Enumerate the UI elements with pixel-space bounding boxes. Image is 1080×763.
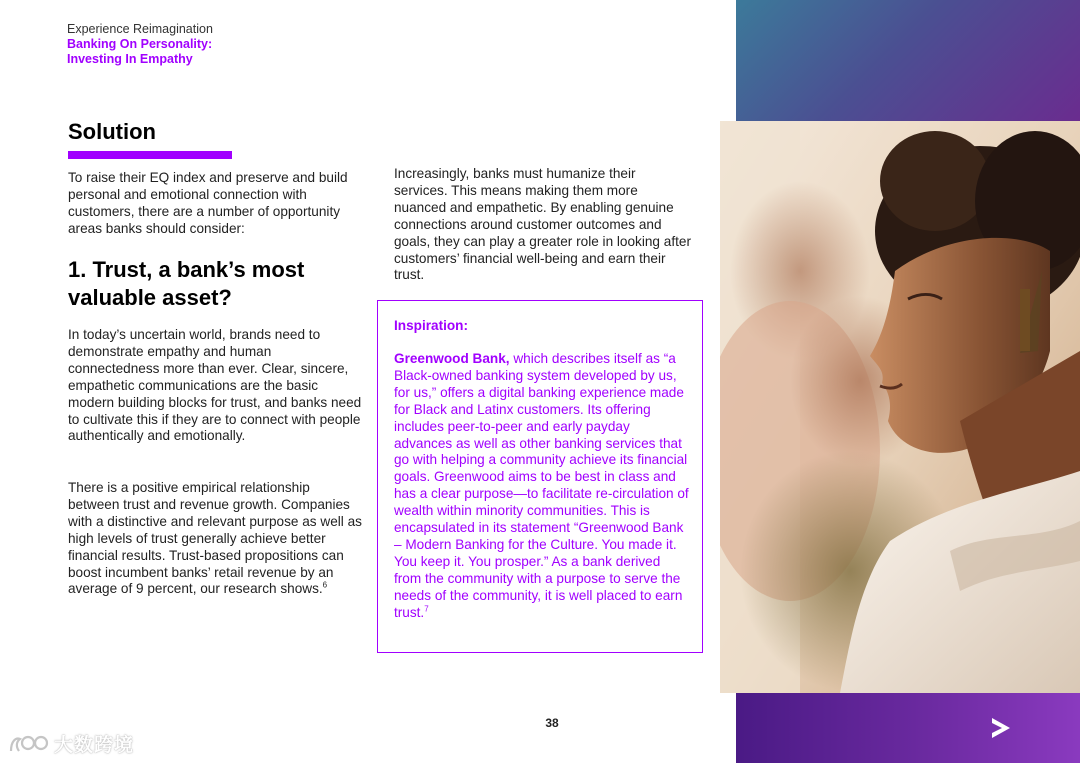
header-title-line1: Banking On Personality: [67, 37, 213, 51]
footnote-6: 6 [322, 580, 328, 590]
watermark-logo-icon [8, 733, 50, 755]
trust-paragraph-2-text: There is a positive empirical relationship between trust and revenue growth. Companies with a distinctive and relevant purpose as well as high levels of trust generally achieve better financial results. Trust-based propositions can boost incumbent banks’ retail revenue by an average of 9 percent, our research shows. [68, 480, 362, 597]
inspiration-label: Inspiration: [394, 318, 469, 333]
bottom-gradient-panel [736, 693, 1080, 763]
trust-paragraph-1: In today’s uncertain world, brands need to demonstrate empathy and human connectedness more than ever. Clear, sincere, empathetic communications are the basic modern building blocks for trust, and banks need to cultivate this if they are to connect with people authentically and emotionally. [68, 327, 362, 444]
watermark-text: 大数跨境 [54, 735, 135, 756]
woman-photo [720, 121, 1080, 693]
footnote-7: 7 [424, 604, 429, 614]
trust-paragraph-2 [68, 480, 364, 598]
trust-heading: 1. Trust, a bank’s most valuable asset? [68, 257, 305, 310]
header-publication: Experience Reimagination [67, 22, 213, 36]
title-underline [68, 151, 232, 159]
greenwood-bank-name: Greenwood Bank, [394, 351, 510, 366]
top-gradient-panel [736, 0, 1080, 121]
inspiration-text [394, 351, 690, 622]
trust-paragraph-3: Increasingly, banks must humanize their services. This means making them more nuanced and empathetic. By enabling genuine connections around customer outcomes and goals, they can play a greater role in looking after customers’ financial well-being and earn their trust. [394, 166, 691, 283]
header-title-line2: Investing In Empathy [67, 52, 193, 66]
section-title: Solution [68, 119, 156, 144]
page-number: 38 [545, 716, 559, 730]
next-arrow-icon[interactable] [990, 716, 1012, 740]
watermark [8, 730, 134, 757]
inspiration-body: which describes itself as “a Black-owned banking system developed by us, for us,” offers a digital banking experience made for Black and Latinx customers. Its offering includes peer-to-peer and early payday advances as well as other banking services that go with helping a community achieve its financial goals. Greenwood aims to be best in class and has a clear purpose—to facilitate re-circulation of wealth within minority communities. This is encapsulated in its statement “Greenwood Bank – Modern Banking for the Culture. You made it. You keep it. You prosper.” As a bank derived from the community with a purpose to serve the needs of the community, it is well placed to earn trust. [394, 351, 689, 620]
intro-paragraph: To raise their EQ index and preserve and build personal and emotional connection with customers, there are a number of opportunity areas banks should consider: [68, 170, 348, 236]
